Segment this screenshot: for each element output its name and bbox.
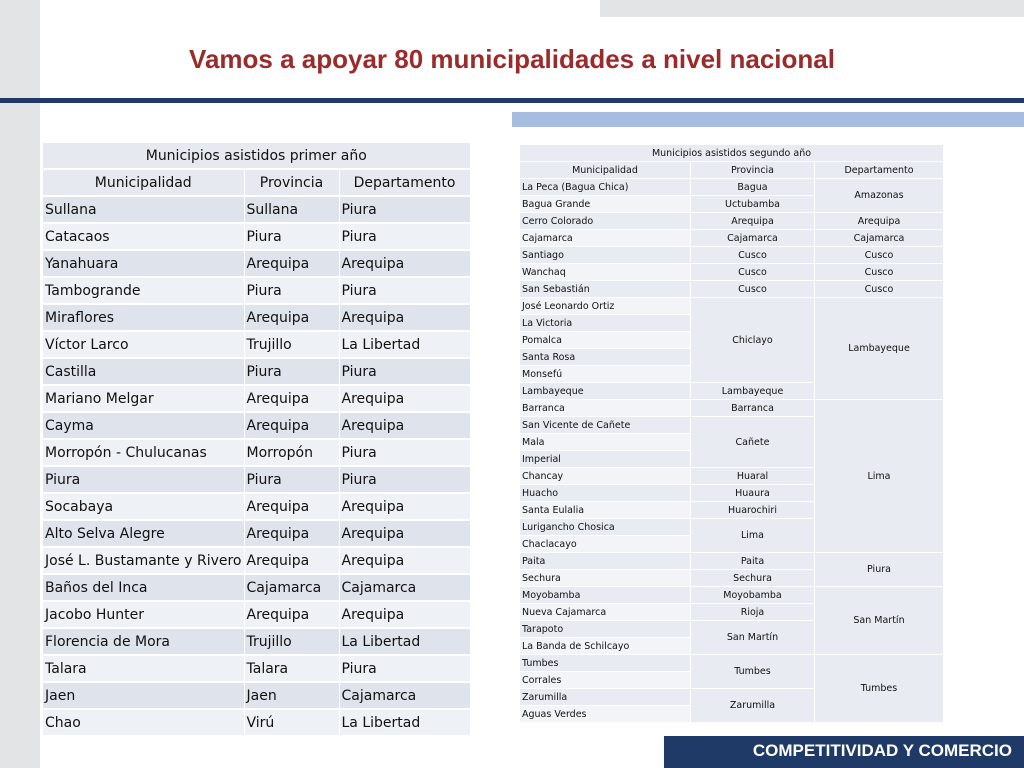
municipality-cell: Morropón - Chulucanas [43, 439, 244, 466]
province-cell: Trujillo [244, 331, 339, 358]
municipality-cell: Talara [43, 655, 244, 682]
table-row [43, 439, 470, 466]
first-year-table [43, 143, 471, 737]
province-cell: Lambayeque [691, 383, 815, 400]
department-cell: Cusco [815, 264, 944, 281]
department-cell: Cajamarca [339, 682, 470, 709]
table-row [43, 547, 470, 574]
municipality-cell: Bagua Grande [520, 196, 691, 213]
municipality-cell: Cerro Colorado [520, 213, 691, 230]
province-cell: Arequipa [244, 493, 339, 520]
province-cell: Tumbes [691, 655, 815, 689]
table-row [43, 493, 470, 520]
municipality-cell: Miraflores [43, 304, 244, 331]
table-caption-row [43, 143, 470, 169]
province-cell: Arequipa [244, 412, 339, 439]
top-right-gray-band [600, 0, 1024, 17]
second-year-table [519, 144, 944, 723]
municipality-cell: Tambogrande [43, 277, 244, 304]
province-cell: Talara [244, 655, 339, 682]
municipality-cell: Cayma [43, 412, 244, 439]
department-cell: Arequipa [339, 385, 470, 412]
province-cell: Piura [244, 358, 339, 385]
department-cell: Lambayeque [815, 298, 944, 400]
column-header: Departamento [339, 169, 470, 196]
province-cell: Piura [244, 466, 339, 493]
municipality-cell: Sullana [43, 196, 244, 223]
province-cell: Bagua [691, 179, 815, 196]
department-cell: Cusco [815, 281, 944, 298]
province-cell: Arequipa [244, 250, 339, 277]
department-cell: Piura [339, 277, 470, 304]
municipality-cell: Jacobo Hunter [43, 601, 244, 628]
province-cell: Arequipa [691, 213, 815, 230]
header-divider-navy [0, 98, 1024, 103]
province-cell: Paita [691, 553, 815, 570]
table-row [520, 298, 944, 315]
municipality-cell: Piura [43, 466, 244, 493]
municipality-cell: Florencia de Mora [43, 628, 244, 655]
municipality-cell: Paita [520, 553, 691, 570]
municipality-cell: Tumbes [520, 655, 691, 672]
municipality-cell: Lurigancho Chosica [520, 519, 691, 536]
department-cell: Amazonas [815, 179, 944, 213]
table-row [520, 247, 944, 264]
department-cell: Cajamarca [339, 574, 470, 601]
table-row [520, 553, 944, 570]
department-cell: Tumbes [815, 655, 944, 723]
table-row [43, 250, 470, 277]
municipality-cell: Baños del Inca [43, 574, 244, 601]
table-row [43, 223, 470, 250]
municipality-cell: Moyobamba [520, 587, 691, 604]
table-row [520, 230, 944, 247]
province-cell: Jaen [244, 682, 339, 709]
municipality-cell: San Vicente de Cañete [520, 417, 691, 434]
municipality-cell: Santiago [520, 247, 691, 264]
province-cell: Barranca [691, 400, 815, 417]
province-cell: Rioja [691, 604, 815, 621]
municipality-cell: Cajamarca [520, 230, 691, 247]
table-row [520, 400, 944, 417]
municipality-cell: La Peca (Bagua Chica) [520, 179, 691, 196]
department-cell: Arequipa [339, 520, 470, 547]
municipality-cell: Mariano Melgar [43, 385, 244, 412]
municipality-cell: Yanahuara [43, 250, 244, 277]
province-cell: Cusco [691, 247, 815, 264]
table-row [43, 385, 470, 412]
municipality-cell: Aguas Verdes [520, 706, 691, 723]
department-cell: Cajamarca [815, 230, 944, 247]
table-row [520, 655, 944, 672]
municipality-cell: Santa Eulalia [520, 502, 691, 519]
department-cell: Arequipa [815, 213, 944, 230]
province-cell: Morropón [244, 439, 339, 466]
province-cell: Sechura [691, 570, 815, 587]
header-divider-light-blue [512, 112, 1024, 127]
table-row [43, 358, 470, 385]
municipality-cell: Corrales [520, 672, 691, 689]
table-caption: Municipios asistidos primer año [43, 143, 470, 169]
table-row [43, 331, 470, 358]
column-header: Provincia [244, 169, 339, 196]
department-cell: Piura [339, 439, 470, 466]
municipality-cell: Sechura [520, 570, 691, 587]
table-row [43, 412, 470, 439]
department-cell: La Libertad [339, 628, 470, 655]
table-row [43, 682, 470, 709]
left-sidebar-strip [0, 0, 40, 768]
department-cell: San Martín [815, 587, 944, 655]
municipality-cell: Monsefú [520, 366, 691, 383]
table-header-row [43, 169, 470, 196]
table-row [520, 281, 944, 298]
table-row [43, 601, 470, 628]
column-header: Departamento [815, 162, 944, 179]
department-cell: Piura [339, 196, 470, 223]
municipality-cell: La Victoria [520, 315, 691, 332]
table-row [43, 628, 470, 655]
table-row [520, 213, 944, 230]
table-row [43, 196, 470, 223]
municipality-cell: Catacaos [43, 223, 244, 250]
table-caption-row [520, 145, 944, 162]
table-row [43, 520, 470, 547]
province-cell: Huarochiri [691, 502, 815, 519]
municipality-cell: Barranca [520, 400, 691, 417]
department-cell: Arequipa [339, 250, 470, 277]
department-cell: Piura [815, 553, 944, 587]
column-header: Municipalidad [520, 162, 691, 179]
province-cell: Moyobamba [691, 587, 815, 604]
table-caption: Municipios asistidos segundo año [520, 145, 944, 162]
province-cell: Arequipa [244, 547, 339, 574]
province-cell: Sullana [244, 196, 339, 223]
province-cell: Zarumilla [691, 689, 815, 723]
page-title: Vamos a apoyar 80 municipalidades a nivel nacional [189, 44, 835, 74]
municipality-cell: José Leonardo Ortiz [520, 298, 691, 315]
province-cell: Cañete [691, 417, 815, 468]
municipality-cell: Chao [43, 709, 244, 736]
table-row [43, 304, 470, 331]
municipality-cell: Mala [520, 434, 691, 451]
municipality-cell: Alto Selva Alegre [43, 520, 244, 547]
municipality-cell: Nueva Cajamarca [520, 604, 691, 621]
department-cell: La Libertad [339, 331, 470, 358]
table-row [43, 466, 470, 493]
municipality-cell: Chancay [520, 468, 691, 485]
province-cell: Cusco [691, 281, 815, 298]
municipality-cell: Chaclacayo [520, 536, 691, 553]
province-cell: Trujillo [244, 628, 339, 655]
province-cell: Chiclayo [691, 298, 815, 383]
table-row [520, 587, 944, 604]
municipality-cell: San Sebastián [520, 281, 691, 298]
municipality-cell: Wanchaq [520, 264, 691, 281]
municipality-cell: José L. Bustamante y Rivero [43, 547, 244, 574]
municipality-cell: Lambayeque [520, 383, 691, 400]
municipality-cell: Pomalca [520, 332, 691, 349]
province-cell: Virú [244, 709, 339, 736]
column-header: Provincia [691, 162, 815, 179]
column-header: Municipalidad [43, 169, 244, 196]
department-cell: Arequipa [339, 304, 470, 331]
department-cell: Piura [339, 466, 470, 493]
municipality-cell: Socabaya [43, 493, 244, 520]
municipality-cell: Santa Rosa [520, 349, 691, 366]
municipality-cell: La Banda de Schilcayo [520, 638, 691, 655]
municipality-cell: Víctor Larco [43, 331, 244, 358]
municipality-cell: Castilla [43, 358, 244, 385]
province-cell: Lima [691, 519, 815, 553]
department-cell: Arequipa [339, 412, 470, 439]
municipality-cell: Zarumilla [520, 689, 691, 706]
department-cell: Cusco [815, 247, 944, 264]
department-cell: Piura [339, 655, 470, 682]
province-cell: Huaura [691, 485, 815, 502]
department-cell: Piura [339, 223, 470, 250]
municipality-cell: Imperial [520, 451, 691, 468]
department-cell: Arequipa [339, 547, 470, 574]
province-cell: Arequipa [244, 304, 339, 331]
table-row [520, 264, 944, 281]
municipality-cell: Jaen [43, 682, 244, 709]
province-cell: Arequipa [244, 385, 339, 412]
province-cell: Arequipa [244, 601, 339, 628]
footer-banner: COMPETITIVIDAD Y COMERCIO [664, 736, 1024, 768]
department-cell: Arequipa [339, 493, 470, 520]
table-row [43, 709, 470, 736]
province-cell: Huaral [691, 468, 815, 485]
table-header-row [520, 162, 944, 179]
province-cell: Piura [244, 277, 339, 304]
province-cell: Uctubamba [691, 196, 815, 213]
department-cell: La Libertad [339, 709, 470, 736]
table-row [520, 179, 944, 196]
municipality-cell: Huacho [520, 485, 691, 502]
province-cell: Piura [244, 223, 339, 250]
province-cell: Arequipa [244, 520, 339, 547]
province-cell: Cajamarca [691, 230, 815, 247]
table-row [43, 574, 470, 601]
municipality-cell: Tarapoto [520, 621, 691, 638]
table-row [43, 655, 470, 682]
table-row [43, 277, 470, 304]
province-cell: San Martín [691, 621, 815, 655]
province-cell: Cusco [691, 264, 815, 281]
department-cell: Piura [339, 358, 470, 385]
department-cell: Arequipa [339, 601, 470, 628]
province-cell: Cajamarca [244, 574, 339, 601]
department-cell: Lima [815, 400, 944, 553]
